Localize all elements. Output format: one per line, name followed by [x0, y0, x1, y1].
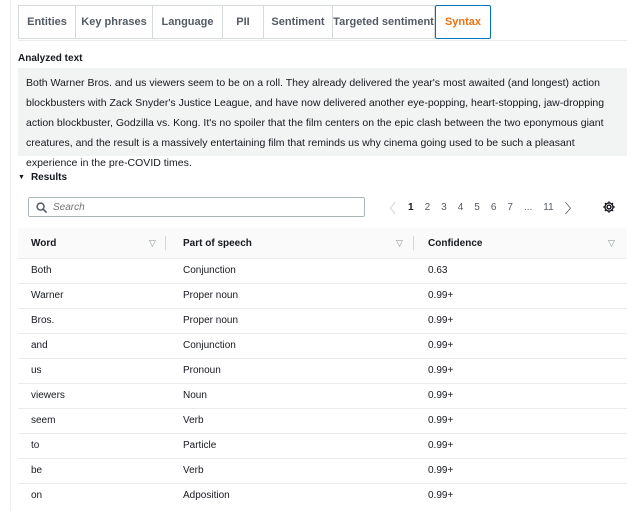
confidence-cell: 0.99+ — [428, 390, 454, 401]
tabs-divider — [18, 40, 627, 41]
column-header-part-of-speech[interactable]: Part of speech — [183, 237, 252, 249]
caret-down-icon: ▼ — [18, 174, 25, 181]
tab-syntax[interactable]: Syntax — [435, 5, 491, 39]
confidence-cell: 0.63 — [428, 265, 448, 276]
table-row — [18, 458, 627, 484]
table-row — [18, 483, 627, 508]
pos-cell: Conjunction — [183, 340, 236, 351]
analyzed-text-box — [18, 68, 627, 169]
column-header-word[interactable]: Word — [31, 237, 57, 249]
results-heading: Results — [30, 172, 68, 183]
pos-cell: Verb — [183, 415, 204, 426]
results-section-toggle[interactable] — [18, 172, 67, 183]
table-row — [18, 308, 627, 334]
tab-sentiment[interactable]: Sentiment — [264, 5, 333, 39]
table-row — [18, 258, 627, 284]
confidence-cell: 0.99+ — [428, 340, 454, 351]
next-page-icon[interactable]: 〉 — [564, 200, 578, 216]
column-divider[interactable] — [165, 236, 166, 250]
page-11[interactable]: 11 — [543, 201, 554, 213]
table-row — [18, 433, 627, 459]
sort-icon[interactable]: ▽ — [396, 237, 403, 248]
tab-bar — [18, 5, 491, 40]
confidence-cell: 0.99+ — [428, 315, 454, 326]
gear-icon[interactable] — [602, 200, 616, 214]
search-icon — [36, 202, 47, 213]
confidence-cell: 0.99+ — [428, 465, 454, 476]
page-1[interactable]: 1 — [408, 201, 414, 213]
sort-icon[interactable]: ▽ — [149, 237, 156, 248]
table-row — [18, 283, 627, 309]
confidence-cell: 0.99+ — [428, 490, 454, 501]
pos-cell: Adposition — [183, 490, 230, 501]
page-5[interactable]: 5 — [474, 201, 480, 213]
word-cell: Both — [31, 265, 52, 276]
pos-cell: Noun — [183, 390, 207, 401]
pos-cell: Conjunction — [183, 265, 236, 276]
tab-language[interactable]: Language — [153, 5, 223, 39]
column-header-confidence[interactable]: Confidence — [428, 237, 483, 249]
word-cell: be — [31, 465, 43, 476]
table-row — [18, 358, 627, 384]
word-cell: seem — [31, 415, 56, 426]
confidence-cell: 0.99+ — [428, 415, 454, 426]
page-6[interactable]: 6 — [490, 201, 497, 213]
column-divider[interactable] — [413, 236, 414, 250]
page-2[interactable]: 2 — [424, 201, 431, 213]
page-7[interactable]: 7 — [507, 201, 513, 213]
page-3[interactable]: 3 — [441, 201, 447, 213]
word-cell: and — [31, 340, 48, 351]
confidence-cell: 0.99+ — [428, 290, 454, 301]
tab-entities[interactable]: Entities — [18, 5, 76, 39]
word-cell: Warner — [31, 290, 64, 301]
pagination — [383, 197, 578, 217]
word-cell: to — [31, 440, 40, 451]
analyzed-text-heading: Analyzed text — [18, 53, 83, 64]
word-cell: on — [31, 490, 43, 501]
tab-pii[interactable]: PII — [223, 5, 264, 39]
word-cell: Bros. — [31, 315, 55, 326]
confidence-cell: 0.99+ — [428, 365, 454, 376]
table-row — [18, 408, 627, 434]
left-border — [10, 0, 11, 511]
pos-cell: Pronoun — [183, 365, 221, 376]
previous-page-icon[interactable]: 〈 — [383, 200, 397, 216]
sort-icon[interactable]: ▽ — [608, 237, 615, 248]
page-4[interactable]: 4 — [457, 201, 464, 213]
pos-cell: Proper noun — [183, 290, 239, 301]
analyzed-text-content: Both Warner Bros. and us viewers seem to be on a roll. They already delivered the year's most awaited (and longest) action blockbusters with Zack Snyder's Justice League, and have now delivered another eye-popping, heart-stopping, jaw-dropping action blockbuster, Godzilla vs. Kong. It's no spoiler that the film centers on the epic clash between the two eponymous giant creatures, and the result is a massively entertaining film that reminds us why cinema going used to be such a pleasant experience in the pre-COVID times. — [26, 77, 605, 169]
tab-key-phrases[interactable]: Key phrases — [76, 5, 153, 39]
search-box[interactable] — [28, 197, 365, 217]
page-ellipsis: ... — [523, 201, 533, 213]
pos-cell: Particle — [183, 440, 217, 451]
pos-cell: Proper noun — [183, 315, 239, 326]
search-input[interactable] — [53, 202, 353, 213]
table-row — [18, 333, 627, 359]
tab-targeted-sentiment[interactable]: Targeted sentiment — [333, 5, 435, 39]
word-cell: viewers — [31, 390, 65, 401]
confidence-cell: 0.99+ — [428, 440, 454, 451]
table-header — [18, 228, 627, 259]
pos-cell: Verb — [183, 465, 204, 476]
table-row — [18, 383, 627, 409]
word-cell: us — [31, 365, 42, 376]
